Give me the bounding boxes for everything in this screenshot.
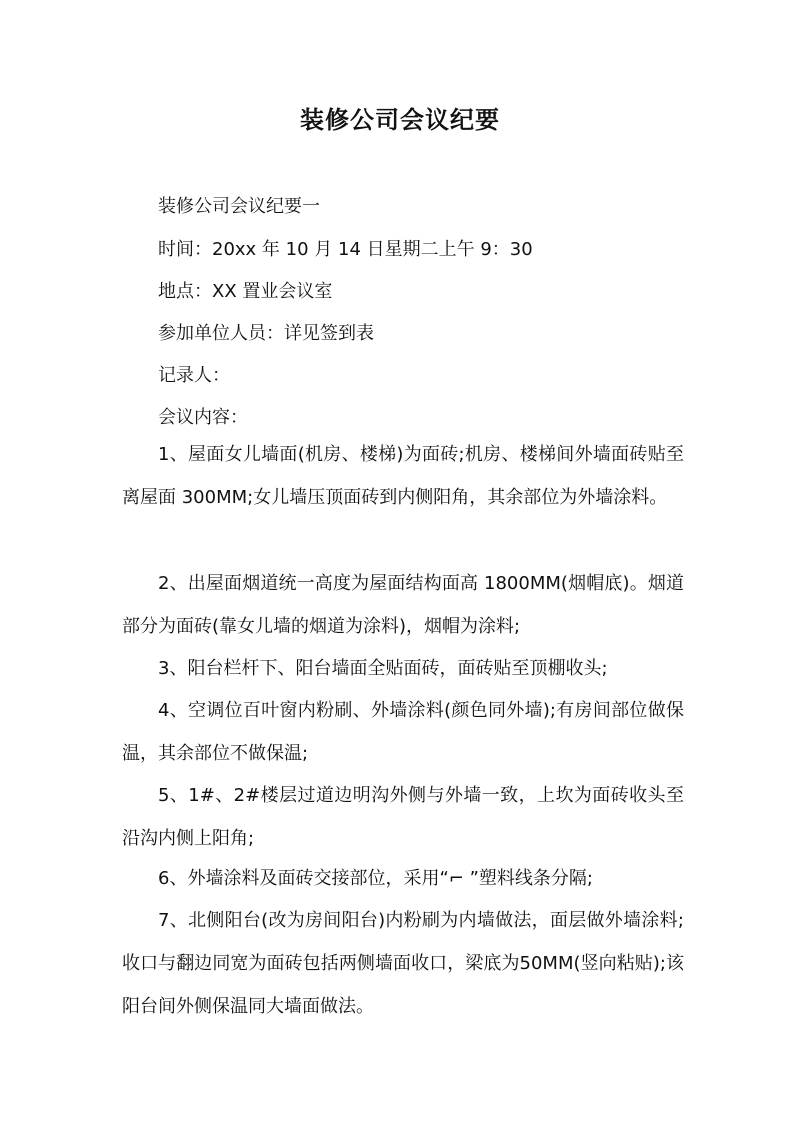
meeting-item-5: 5、1#、2#楼层过道边明沟外侧与外墙一致，上坎为面砖收头至沿沟内侧上阳角; [122,785,684,849]
document-subtitle: 装修公司会议纪要一 [158,196,320,217]
meeting-item-1: 1、屋面女儿墙面(机房、楼梯)为面砖;机房、楼梯间外墙面砖贴至离屋面 300MM;女儿墙压顶面砖到内侧阳角，其余部位为外墙涂料。 [122,444,684,508]
meeting-item-3: 3、阳台栏杆下、阳台墙面全贴面砖，面砖贴至顶棚收头; [158,658,608,679]
meeting-recorder: 记录人： [158,365,230,386]
meeting-item-7: 7、北侧阳台(改为房间阳台)内粉刷为内墙做法，面层做外墙涂料;收口与翻边同宽为面砖包括两侧墙面收口，梁底为50MM(竖向粘贴);该阳台间外侧保温同大墙面做法。 [122,910,684,1017]
meeting-content-label: 会议内容： [158,407,248,428]
meeting-item-6: 6、外墙涂料及面砖交接部位，采用“⌐ ”塑料线条分隔; [158,868,593,889]
document-title: 装修公司会议纪要 [300,106,500,134]
meeting-location: 地点：XX 置业会议室 [158,281,333,302]
meeting-attendees: 参加单位人员：详见签到表 [158,323,374,344]
meeting-item-4: 4、空调位百叶窗内粉刷、外墙涂料(颜色同外墙);有房间部位做保温，其余部位不做保温; [122,700,684,764]
meeting-item-2: 2、出屋面烟道统一高度为屋面结构面高 1800MM(烟帽底)。烟道部分为面砖(靠女儿墙的烟道为涂料)，烟帽为涂料; [122,573,684,637]
meeting-time: 时间：20xx 年 10 月 14 日星期二上午 9：30 [158,239,533,260]
